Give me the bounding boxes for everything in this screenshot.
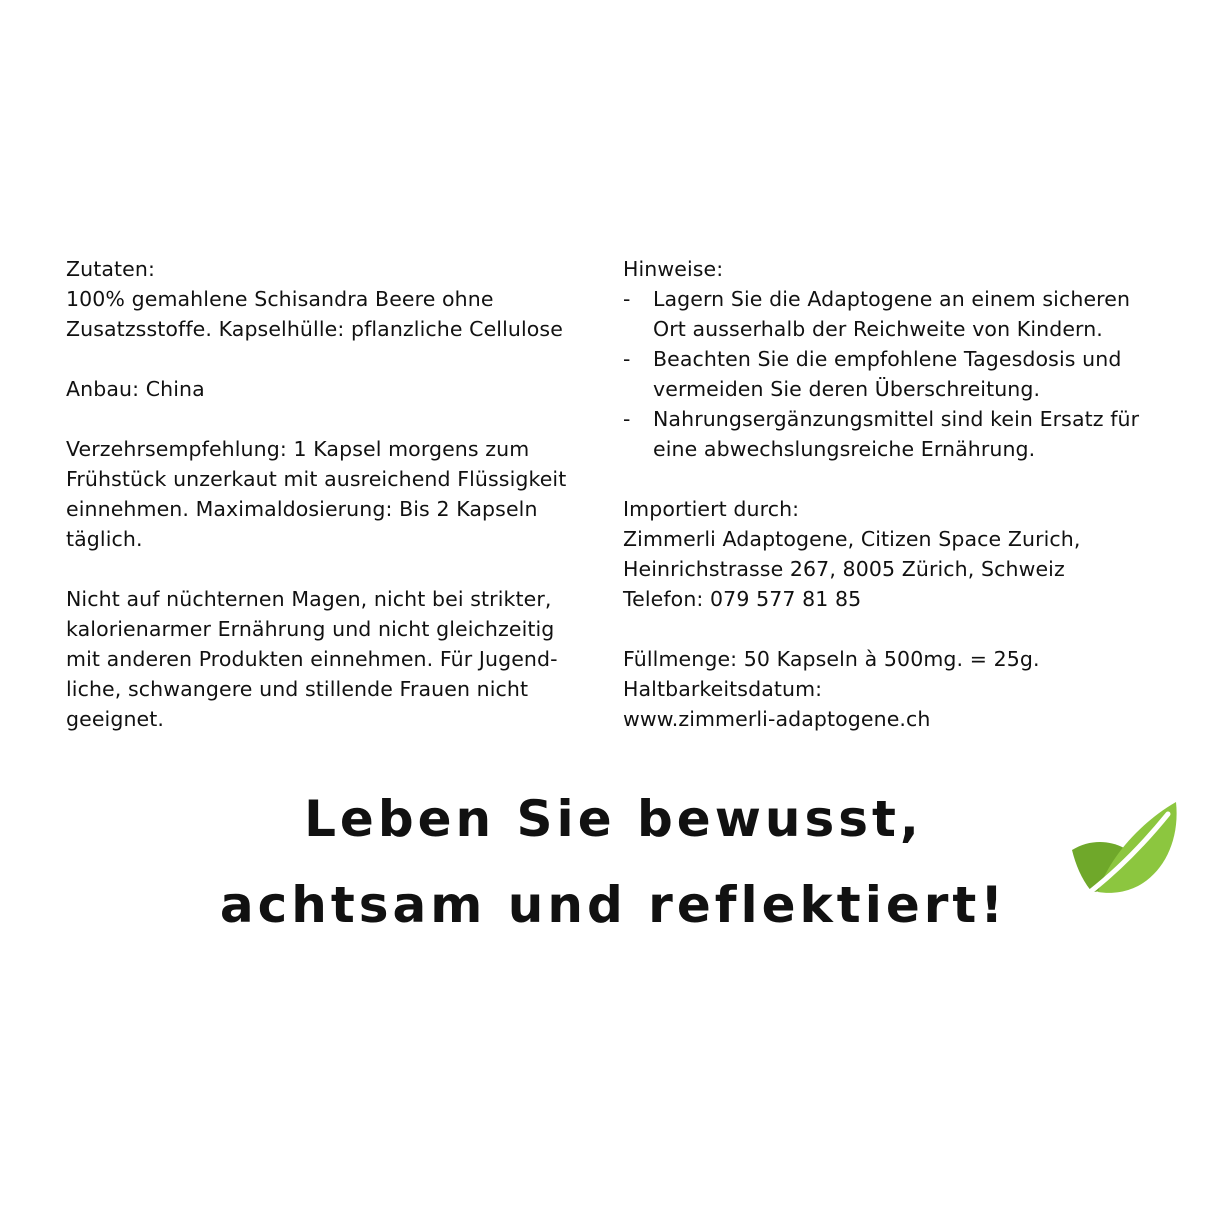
note-item <box>623 404 1183 464</box>
warning-line: mit anderen Produkten einnehmen. Für Jugend- <box>66 647 558 671</box>
website-text: www.zimmerli-adaptogene.ch <box>623 707 931 731</box>
warning-line: kalorienarmer Ernährung und nicht gleichzeitig <box>66 617 555 641</box>
recommendation-line: Frühstück unzerkaut mit ausreichend Flüssigkeit <box>66 467 567 491</box>
warning-line: liche, schwangere und stillende Frauen nicht <box>66 677 529 701</box>
bullet-dash: - <box>623 347 631 371</box>
note-item <box>623 344 1183 404</box>
note-line: vermeiden Sie deren Überschreitung. <box>653 377 1041 401</box>
recommendation-line: täglich. <box>66 527 143 551</box>
warning-line: Nicht auf nüchternen Magen, nicht bei strikter, <box>66 587 552 611</box>
spacer <box>623 614 1183 644</box>
note-line: Nahrungsergänzungsmittel sind kein Ersatz für <box>653 407 1140 431</box>
left-column <box>66 254 606 734</box>
right-column <box>623 254 1183 734</box>
bullet-dash: - <box>623 287 631 311</box>
fill-quantity: Füllmenge: 50 Kapseln à 500mg. = 25g. <box>623 647 1040 671</box>
note-item <box>623 284 1183 344</box>
warning-line: geeignet. <box>66 707 165 731</box>
best-before: Haltbarkeitsdatum: <box>623 677 823 701</box>
cultivation-text: Anbau: China <box>66 377 205 401</box>
recommendation-line: einnehmen. Maximaldosierung: Bis 2 Kapseln <box>66 497 538 521</box>
leaf-icon <box>1068 800 1180 896</box>
spacer <box>623 464 1183 494</box>
spacer <box>66 344 606 374</box>
note-line: Lagern Sie die Adaptogene an einem sicheren <box>653 287 1131 311</box>
spacer <box>66 404 606 434</box>
spacer <box>66 554 606 584</box>
importer-heading: Importiert durch: <box>623 497 800 521</box>
slogan-line-1: Leben Sie bewusst, <box>304 790 923 848</box>
note-line: eine abwechslungsreiche Ernährung. <box>653 437 1036 461</box>
recommendation-line: Verzehrsempfehlung: 1 Kapsel morgens zum <box>66 437 530 461</box>
notes-heading: Hinweise: <box>623 257 724 281</box>
ingredients-line: 100% gemahlene Schisandra Beere ohne <box>66 287 494 311</box>
note-line: Beachten Sie die empfohlene Tagesdosis und <box>653 347 1122 371</box>
ingredients-line: Zusatzsstoffe. Kapselhülle: pflanzliche Cellulose <box>66 317 563 341</box>
importer-line: Heinrichstrasse 267, 8005 Zürich, Schweiz <box>623 557 1065 581</box>
slogan-line-2: achtsam und reflektiert! <box>219 876 1008 934</box>
ingredients-heading: Zutaten: <box>66 257 155 281</box>
importer-phone: Telefon: 079 577 81 85 <box>623 587 862 611</box>
importer-line: Zimmerli Adaptogene, Citizen Space Zurich, <box>623 527 1081 551</box>
note-line: Ort ausserhalb der Reichweite von Kindern. <box>653 317 1103 341</box>
bullet-dash: - <box>623 407 631 431</box>
